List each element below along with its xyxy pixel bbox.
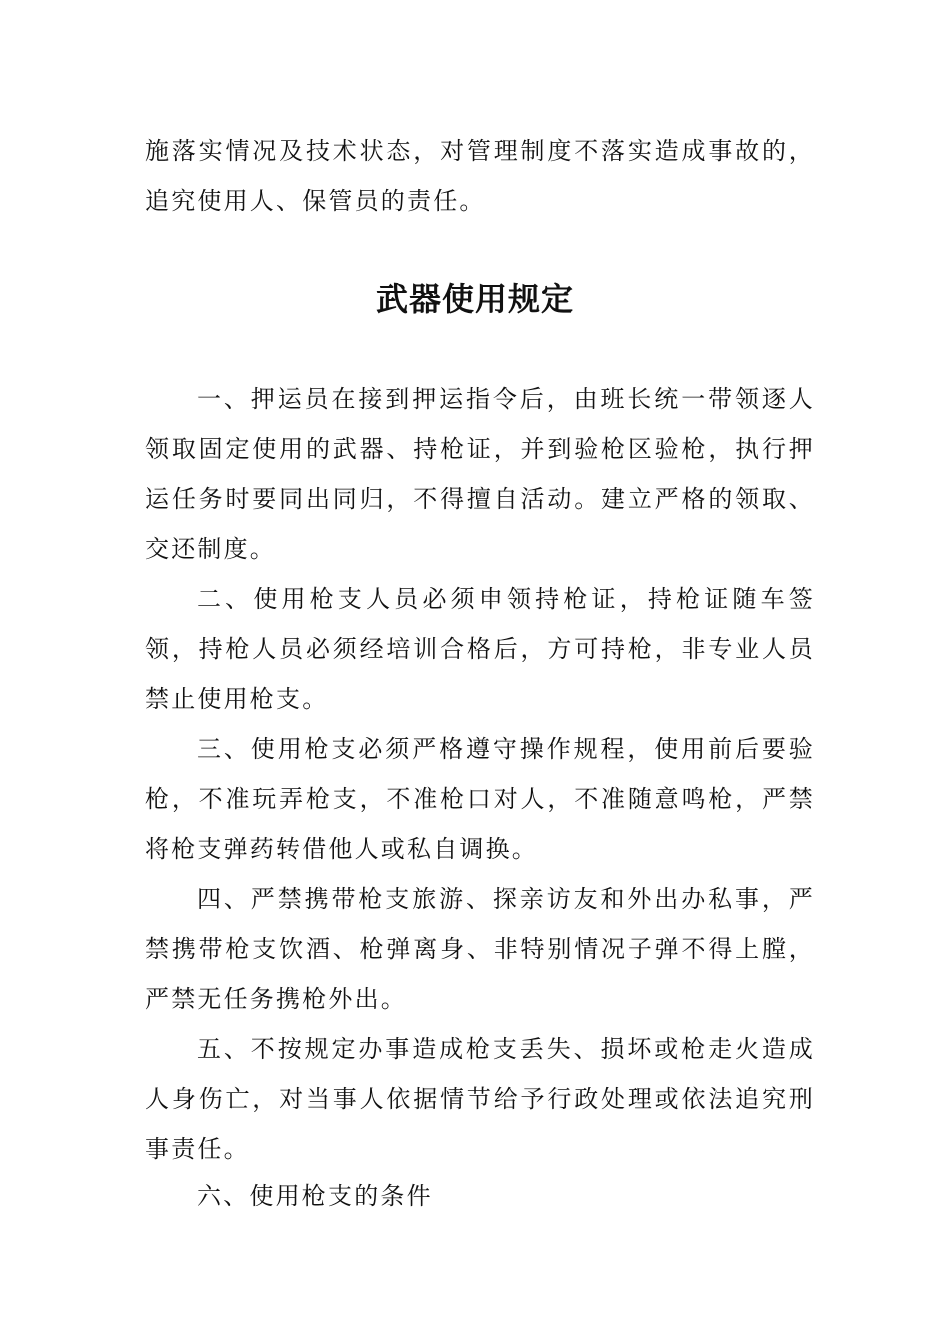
rule-paragraph-3: 三、使用枪支必须严格遵守操作规程，使用前后要验枪，不准玩弄枪支，不准枪口对人，不准随意鸣枪，严禁将枪支弹药转借他人或私自调换。 (145, 735, 815, 863)
section-title: 武器使用规定 (375, 280, 574, 318)
continuation-paragraph: 施落实情况及技术状态，对管理制度不落实造成事故的，追究使用人、保管员的责任。 (145, 137, 815, 215)
rule-paragraph-2: 二、使用枪支人员必须申领持枪证，持枪证随车签领，持枪人员必须经培训合格后，方可持枪，非专业人员禁止使用枪支。 (145, 585, 815, 713)
rule-paragraph-5: 五、不按规定办事造成枪支丢失、损坏或枪走火造成人身伤亡，对当事人依据情节给予行政处理或依法追究刑事责任。 (145, 1035, 815, 1163)
rule-paragraph-6: 六、使用枪支的条件 (197, 1182, 433, 1210)
rule-paragraph-1: 一、押运员在接到押运指令后，由班长统一带领逐人领取固定使用的武器、持枪证，并到验枪区验枪，执行押运任务时要同出同归，不得擅自活动。建立严格的领取、交还制度。 (145, 385, 815, 563)
rule-paragraph-4: 四、严禁携带枪支旅游、探亲访友和外出办私事，严禁携带枪支饮酒、枪弹离身、非特别情况子弹不得上膛，严禁无任务携枪外出。 (145, 885, 815, 1013)
